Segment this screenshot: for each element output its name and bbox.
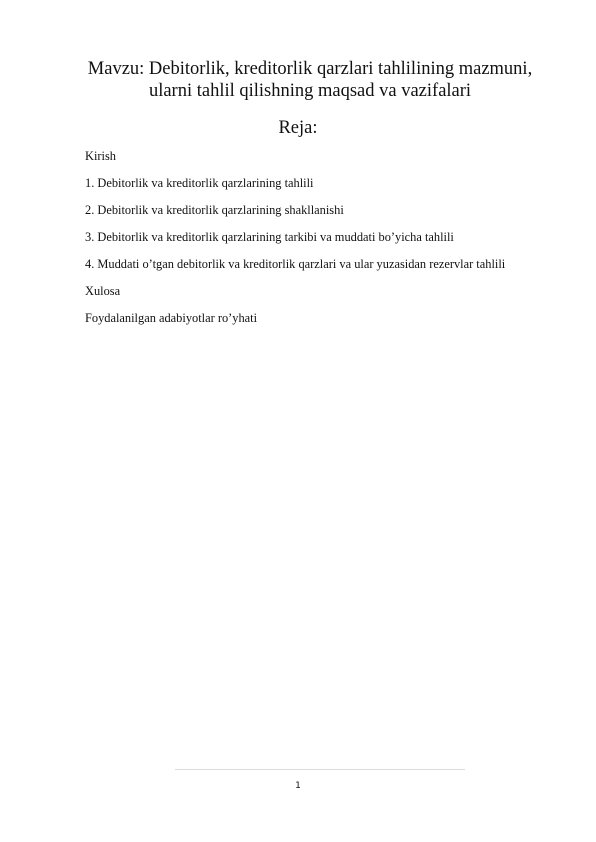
plan-heading: Reja: xyxy=(278,118,318,138)
toc-item-4: 4. Muddati o’tgan debitorlik va kreditorlik qarzlari va ular yuzasidan rezervlar tahlili xyxy=(85,257,506,271)
toc-item-1: 1. Debitorlik va kreditorlik qarzlarining tahlili xyxy=(85,176,314,190)
title-line-1: Mavzu: Debitorlik, kreditorlik qarzlari tahlilining mazmuni, xyxy=(87,59,533,79)
document-title xyxy=(60,58,560,102)
toc-item-intro: Kirish xyxy=(85,149,116,163)
footer-divider xyxy=(175,769,465,770)
page-number: 1 xyxy=(295,781,301,791)
toc-item-conclusion: Xulosa xyxy=(85,284,121,298)
toc-item-2: 2. Debitorlik va kreditorlik qarzlarining shakllanishi xyxy=(85,203,344,217)
table-of-contents xyxy=(85,148,525,337)
toc-item-references: Foydalanilgan adabiyotlar ro’yhati xyxy=(85,311,258,325)
title-line-2: ularni tahlil qilishning maqsad va vazifalari xyxy=(148,81,472,101)
toc-item-3: 3. Debitorlik va kreditorlik qarzlarining tarkibi va muddati bo’yicha tahlili xyxy=(85,230,454,244)
